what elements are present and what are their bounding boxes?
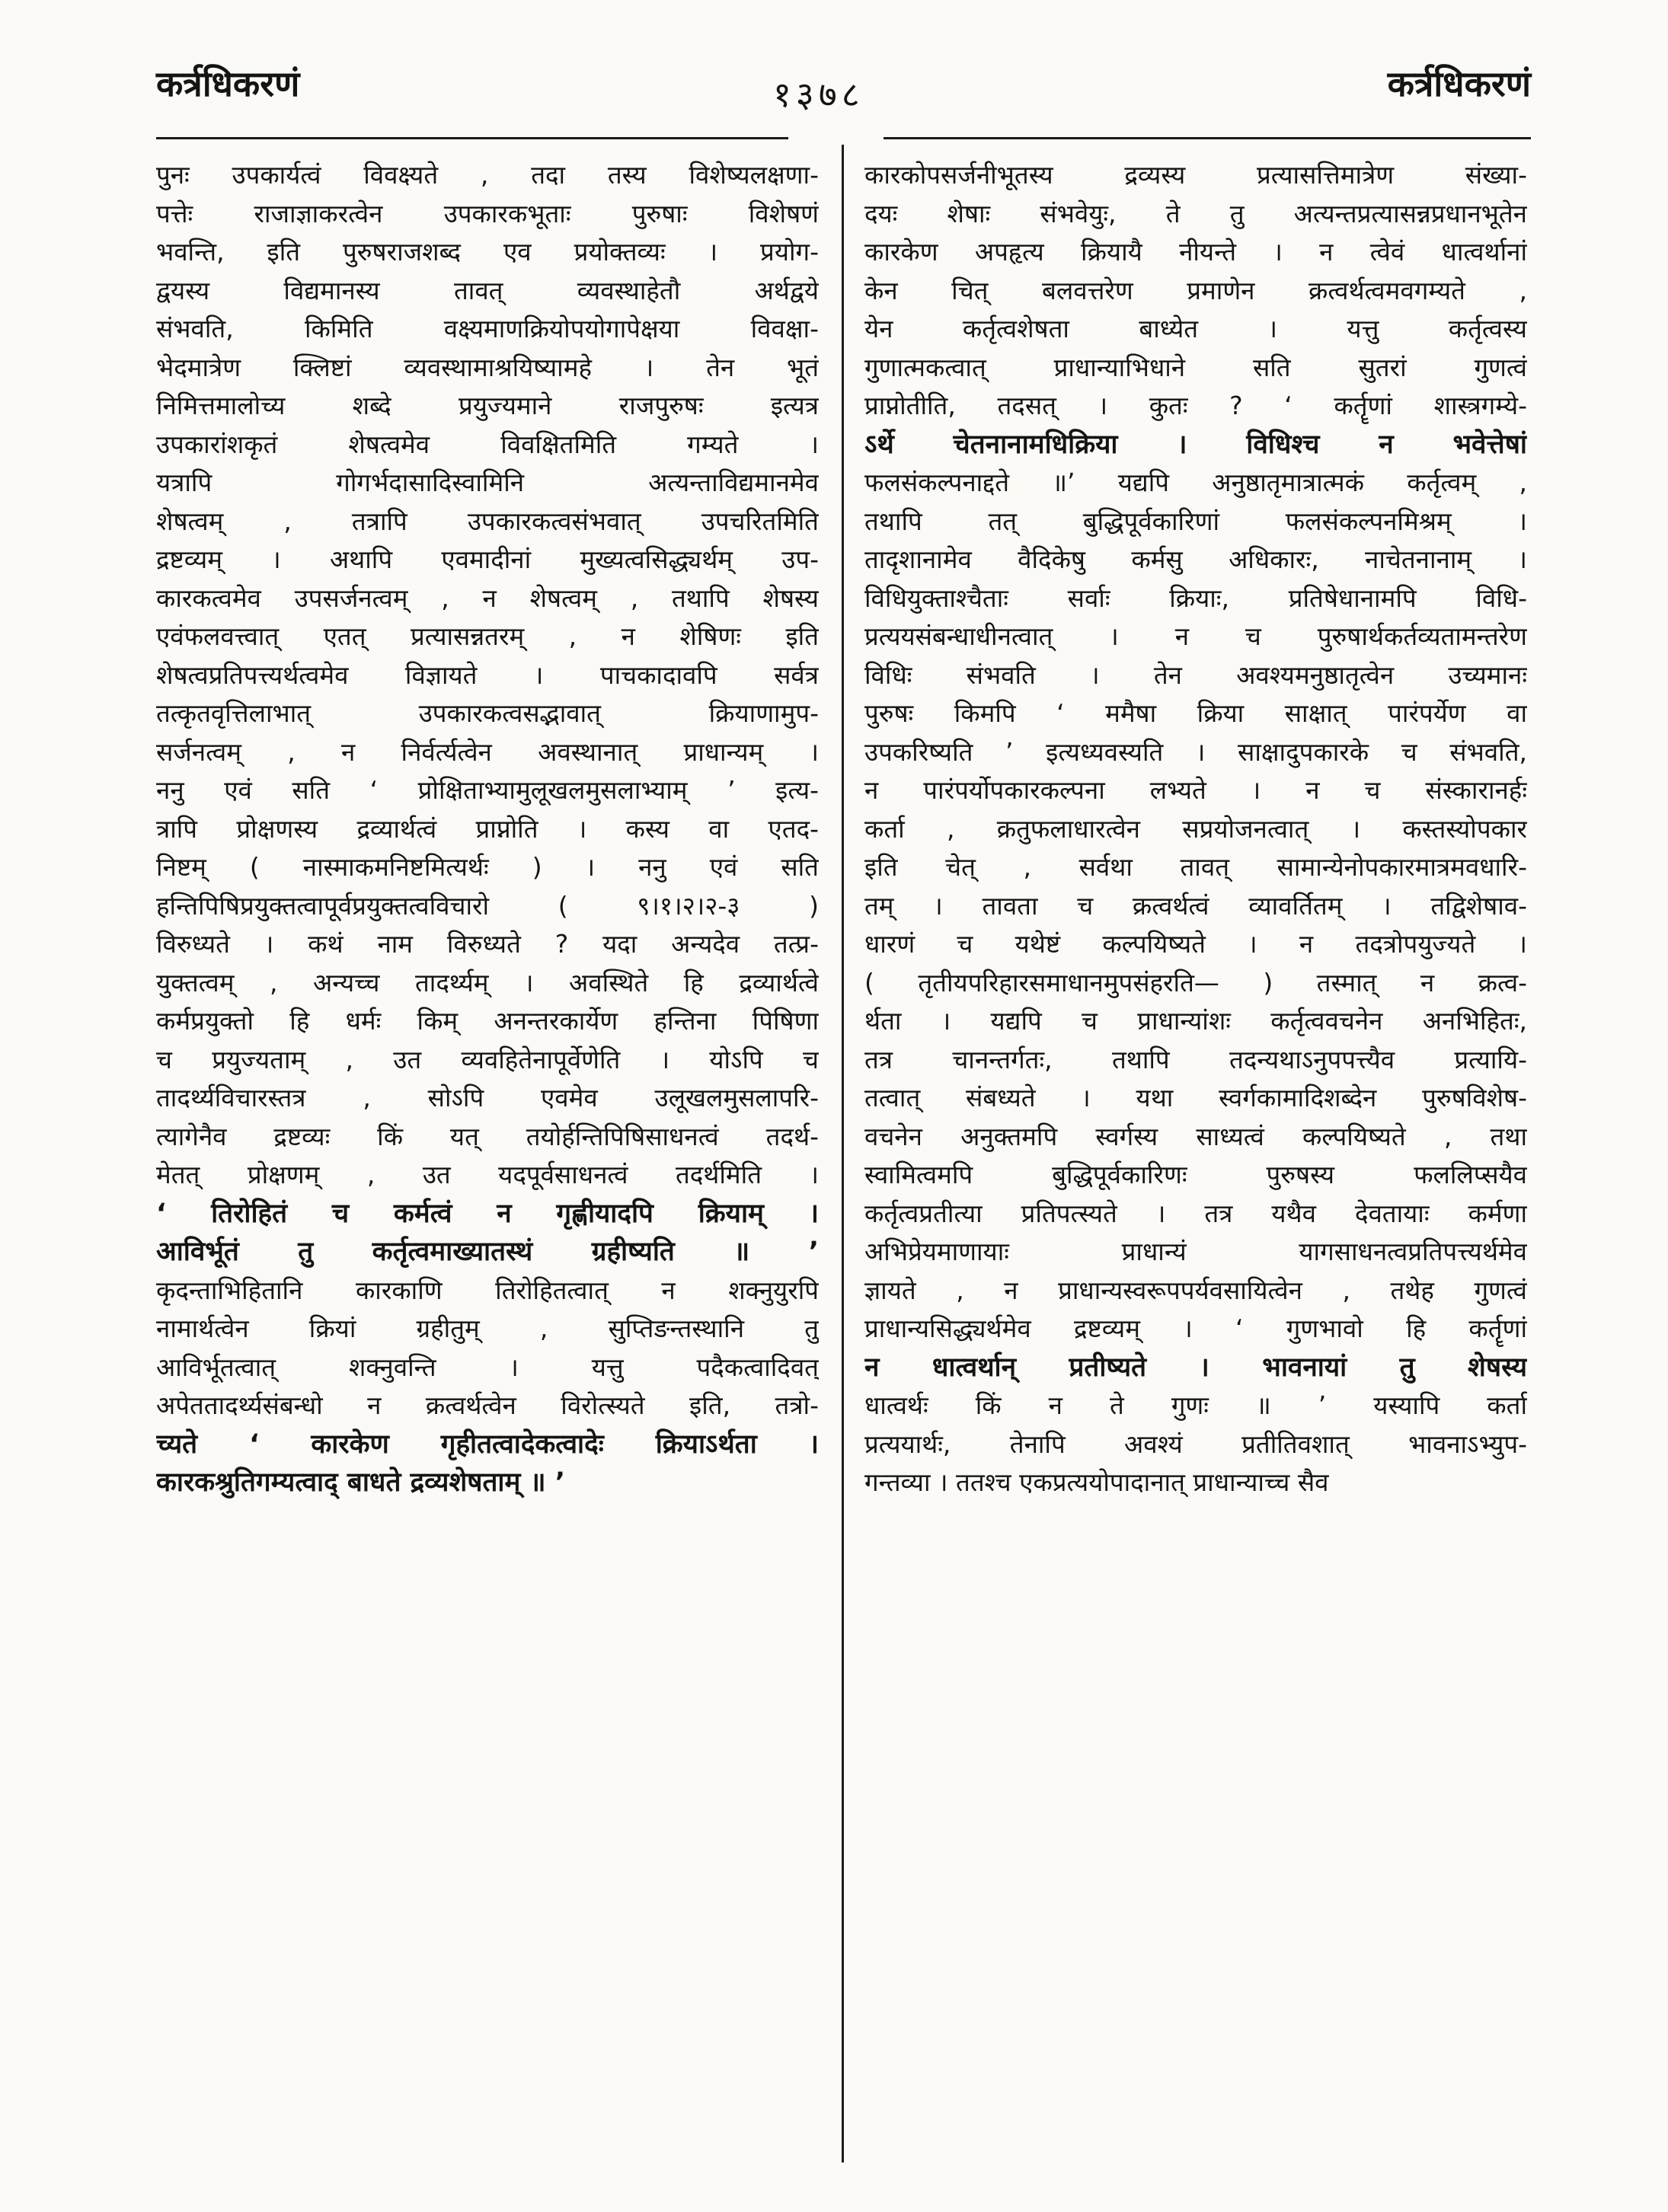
page-number: १३७८ — [773, 74, 864, 115]
text-line: च प्रयुज्यताम् , उत व्यवहितेनापूर्वेणेति । योऽपि च — [156, 1044, 819, 1074]
text-line: गन्तव्या । ततश्च एकप्रत्ययोपादानात् प्राधान्याच्च सैव — [864, 1467, 1329, 1497]
text-line: शेषत्वप्रतिपत्त्यर्थत्वमेव विज्ञायते । पाचकादावपि सर्वत्र — [156, 659, 819, 690]
running-header-left: कर्त्रधिकरणं — [156, 63, 300, 104]
text-line: प्राधान्यसिद्ध्यर्थमेव द्रष्टव्यम् । ‘ गुणभावो हि कर्तॄणां — [864, 1313, 1527, 1343]
text-line: विधिः संभवति । तेन अवश्यमनुष्ठातृत्वेन उच्यमानः — [864, 659, 1527, 690]
text-line: तादृशानामेव वैदिकेषु कर्मसु अधिकारः, नाचेतनानाम् । — [864, 544, 1527, 574]
column-divider — [842, 145, 844, 2163]
text-line: येन कर्तृत्वशेषता बाध्येत । यत्तु कर्तृत्वस्य — [864, 314, 1527, 343]
text-line: न धात्वर्थान् प्रतीष्यते । भावनायां तु शेषस्य — [864, 1352, 1527, 1383]
text-line: प्रत्ययार्थः, तेनापि अवश्यं प्रतीतिवशात् भावनाऽभ्युप- — [864, 1428, 1527, 1459]
text-line: कर्तृत्वप्रतीत्या प्रतिपत्स्यते । तत्र यथैव देवतायाः कर्मणा — [864, 1198, 1527, 1228]
running-header-right: कर्त्रधिकरणं — [1387, 63, 1531, 104]
text-line: अभिप्रेयमाणायाः प्राधान्यं यागसाधनत्वप्रतिपत्त्यर्थमेव — [864, 1237, 1527, 1266]
text-line: ( तृतीयपरिहारसमाधानमुपसंहरति— ) तस्मात् न क्रत्व- — [864, 967, 1527, 997]
text-line: वचनेन अनुक्तमपि स्वर्गस्य साध्यत्वं कल्पयिष्यते , तथा — [864, 1121, 1527, 1151]
text-line: द्वयस्य विद्यमानस्य तावत् व्यवस्थाहेतौ अर्थद्वये — [156, 275, 819, 305]
text-line: हन्तिपिषिप्रयुक्तत्वापूर्वप्रयुक्तत्वविचारो ( ९।१।२।२-३ ) — [156, 890, 819, 921]
text-line: नामार्थत्वेन क्रियां ग्रहीतुम् , सुप्तिङन्तस्थानि तु — [156, 1313, 819, 1343]
text-line: पत्तेः राजाज्ञाकरत्वेन उपकारकभूताः पुरुषाः विशेषणं — [156, 198, 819, 228]
text-line: विधियुक्ताश्चैताः सर्वाः क्रियाः, प्रतिषेधानामपि विधि- — [864, 583, 1527, 613]
text-line: उपकारांशकृतं शेषत्वमेव विवक्षितमिति गम्यते । — [156, 429, 819, 459]
text-line: अपेततादर्थ्यसंबन्धो न क्रत्वर्थत्वेन विरोत्स्यते इति, तत्रो- — [156, 1390, 819, 1420]
text-line: निष्टम् ( नास्माकमनिष्टमित्यर्थः ) । ननु एवं सति — [156, 852, 819, 882]
text-line: युक्तत्वम् , अन्यच्च तादर्थ्यम् । अवस्थिते हि द्रव्यार्थत्वे — [156, 967, 819, 997]
text-line: पुनः उपकार्यत्वं विवक्ष्यते , तदा तस्य विशेष्यलक्षणा- — [156, 160, 819, 190]
text-line: उपकरिष्यति ’ इत्यध्यवस्यति । साक्षादुपकारके च संभवति, — [864, 736, 1527, 767]
text-line: केन चित् बलवत्तरेण प्रमाणेन क्रत्वर्थत्वमवगम्यते , — [864, 275, 1527, 305]
left-column — [156, 156, 819, 1502]
text-line: आविर्भूतं तु कर्तृत्वमाख्यातस्थं ग्रहीष्यति ॥ ’ — [156, 1237, 819, 1267]
text-line: च्यते ‘ कारकेण गृहीतत्वादेकत्वादेः क्रियाऽर्थता । — [156, 1428, 819, 1460]
text-line: न पारंपर्योपकारकल्पना लभ्यते । न च संस्कारानर्हः — [864, 775, 1527, 805]
text-line: यत्रापि गोगर्भदासादिस्वामिनि अत्यन्ताविद्यमानमेव — [156, 468, 819, 497]
text-line: धात्वर्थः किं न ते गुणः ॥ ’ यस्यापि कर्ता — [864, 1390, 1527, 1420]
text-line: सर्जनत्वम् , न निर्वर्त्यत्वेन अवस्थानात् प्राधान्यम् । — [156, 736, 819, 767]
text-line: आविर्भूतत्वात् शक्नुवन्ति । यत्तु पदैकत्वादिवत् — [156, 1352, 819, 1382]
text-line: तादर्थ्यविचारस्तत्र , सोऽपि एवमेव उलूखलमुसलापरि- — [156, 1083, 819, 1112]
text-line: र्थता । यद्यपि च प्राधान्यांशः कर्तृत्ववचनेन अनभिहितः, — [864, 1006, 1527, 1036]
text-line: इति चेत् , सर्वथा तावत् सामान्येनोपकारमात्रमवधारि- — [864, 852, 1527, 882]
text-line: संभवति, किमिति वक्ष्यमाणक्रियोपयोगापेक्षया विवक्षा- — [156, 314, 819, 343]
text-line: ज्ञायते , न प्राधान्यस्वरूपपर्यवसायित्वेन , तथेह गुणत्वं — [864, 1275, 1527, 1305]
text-line: तत्कृतवृत्तिलाभात् उपकारकत्वसद्भावात् क्रियाणामुप- — [156, 698, 819, 728]
text-line: तथापि तत् बुद्धिपूर्वकारिणां फलसंकल्पनमिश्रम् । — [864, 506, 1527, 536]
text-line: कारकश्रुतिगम्यत्वाद् बाधते द्रव्यशेषताम् ॥ ’ — [156, 1467, 566, 1498]
text-line: कारकोपसर्जनीभूतस्य द्रव्यस्य प्रत्यासत्तिमात्रेण संख्या- — [864, 160, 1527, 190]
text-line: प्रत्ययसंबन्धाधीनत्वात् । न च पुरुषार्थकर्तव्यतामन्तरेण — [864, 621, 1527, 651]
text-line: कृदन्ताभिहितानि कारकाणि तिरोहितत्वात् न शक्नुयुरपि — [156, 1275, 819, 1305]
text-line: ‘ तिरोहितं च कर्मत्वं न गृह्णीयादपि क्रियाम् । — [156, 1198, 819, 1229]
text-line: तत्र चानन्तर्गतः, तथापि तदन्यथाऽनुपपत्त्यैव प्रत्यायि- — [864, 1044, 1527, 1074]
text-line: तम् । तावता च क्रत्वर्थत्वं व्यावर्तितम् । तद्विशेषाव- — [864, 890, 1527, 921]
text-line: कर्मप्रयुक्तो हि धर्मः किम् अनन्तरकार्येण हन्तिना पिषिणा — [156, 1006, 819, 1036]
text-line: मेतत् प्रोक्षणम् , उत यदपूर्वसाधनत्वं तदर्थमिति । — [156, 1160, 819, 1189]
text-line: पुरुषः किमपि ‘ ममैषा क्रिया साक्षात् पारंपर्येण वा — [864, 698, 1527, 728]
right-column — [864, 156, 1527, 1502]
text-line: प्राप्नोतीति, तदसत् । कुतः ? ‘ कर्तॄणां शास्त्रगम्ये- — [864, 391, 1527, 420]
text-line: ननु एवं सति ‘ प्रोक्षिताभ्यामुलूखलमुसलाभ्याम् ’ इत्य- — [156, 775, 819, 805]
text-line: तत्वात् संबध्यते । यथा स्वर्गकामादिशब्देन पुरुषविशेष- — [864, 1083, 1527, 1112]
text-line: कारकत्वमेव उपसर्जनत्वम् , न शेषत्वम् , तथापि शेषस्य — [156, 583, 819, 613]
text-line: गुणात्मकत्वात् प्राधान्याभिधाने सति सुतरां गुणत्वं — [864, 352, 1527, 382]
text-line: ऽर्थे चेतनानामधिक्रिया । विधिश्च न भवेत्तेषां — [864, 429, 1527, 460]
text-line: कर्ता , क्रतुफलाधारत्वेन सप्रयोजनत्वात् । कस्तस्योपकार — [864, 813, 1527, 844]
text-line: धारणं च यथेष्टं कल्पयिष्यते । न तदत्रोपयुज्यते । — [864, 929, 1527, 959]
text-line: स्वामित्वमपि बुद्धिपूर्वकारिणः पुरुषस्य फललिप्सयैव — [864, 1160, 1527, 1189]
text-line: विरुध्यते । कथं नाम विरुध्यते ? यदा अन्यदेव तत्प्र- — [156, 929, 819, 959]
text-line: निमित्तमालोच्य शब्दे प्रयुज्यमाने राजपुरुषः इत्यत्र — [156, 391, 819, 420]
text-line: फलसंकल्पनाद्दते ॥’ यद्यपि अनुष्ठातृमात्रात्मकं कर्तृत्वम् , — [864, 468, 1527, 497]
text-line: त्रापि प्रोक्षणस्य द्रव्यार्थत्वं प्राप्नोति । कस्य वा एतद- — [156, 813, 819, 844]
text-line: शेषत्वम् , तत्रापि उपकारकत्वसंभवात् उपचरितमिति — [156, 506, 819, 536]
text-line: एवंफलवत्त्वात् एतत् प्रत्यासन्नतरम् , न शेषिणः इति — [156, 621, 819, 651]
text-line: भवन्ति, इति पुरुषराजशब्द एव प्रयोक्तव्यः । प्रयोग- — [156, 237, 819, 267]
text-line: त्यागेनैव द्रष्टव्यः किं यत् तयोर्हन्तिपिषिसाधनत्वं तदर्थ- — [156, 1121, 819, 1151]
text-line: कारकेण अपहृत्य क्रियायै नीयन्ते । न त्वेवं धात्वर्थानां — [864, 237, 1527, 267]
text-line: द्रष्टव्यम् । अथापि एवमादीनां मुख्यत्वसिद्ध्यर्थम् उप- — [156, 544, 819, 574]
header-rule-left — [156, 137, 788, 139]
text-line: भेदमात्रेण क्लिष्टां व्यवस्थामाश्रयिष्यामहे । तेन भूतं — [156, 352, 819, 382]
text-line: दयः शेषाः संभवेयुः, ते तु अत्यन्तप्रत्यासन्नप्रधानभूतेन — [864, 198, 1527, 228]
header-rule-right — [884, 137, 1531, 139]
